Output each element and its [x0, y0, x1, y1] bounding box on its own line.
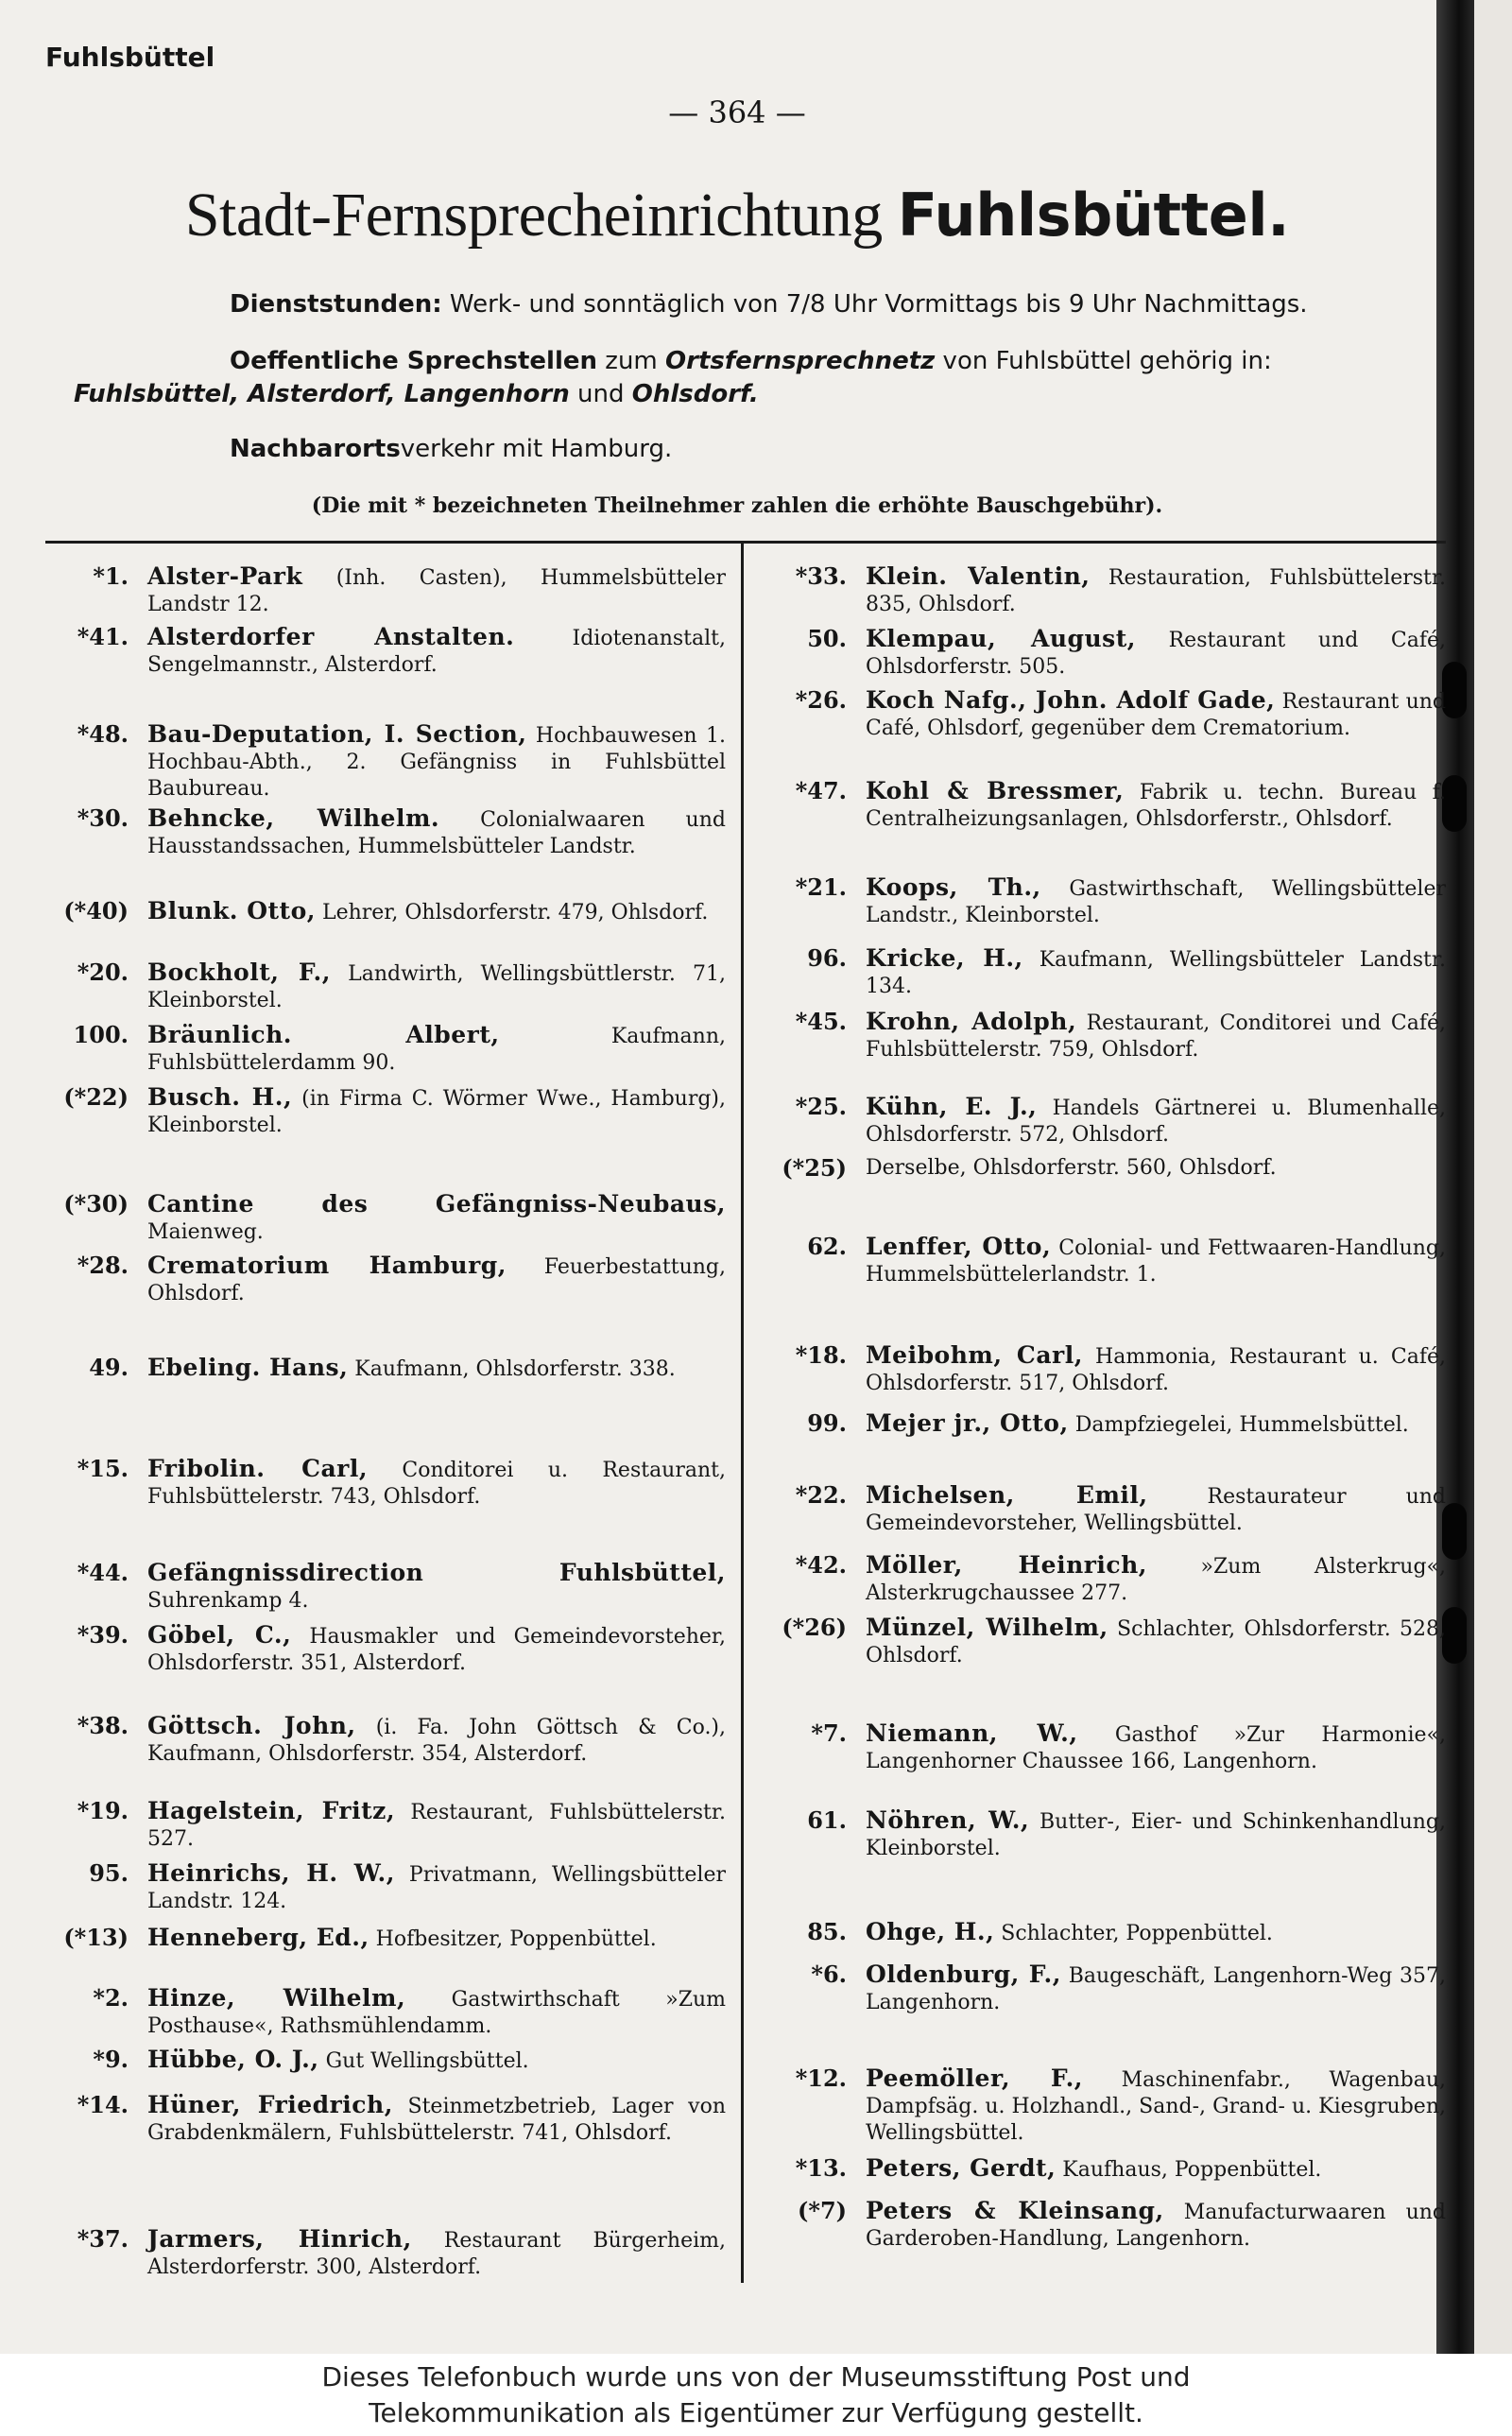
subscriber-details: Landwirth, Wellingsbüttlerstr. 71, Kleinborstel.: [147, 962, 726, 1012]
subscriber-entry: [866, 563, 1446, 618]
subscriber-entry: [147, 624, 726, 679]
subscriber-number: 62.: [807, 1233, 847, 1260]
subscriber-name: Göbel, C.,: [147, 1621, 292, 1649]
subscriber-number: *21.: [795, 873, 847, 901]
subscriber-details: (i. Fa. John Göttsch & Co.), Kaufmann, Ohlsdorferstr. 354, Alsterdorf.: [147, 1716, 727, 1766]
subscriber-entry: [866, 1410, 1446, 1439]
surcharge-note: (Die mit * bezeichneten Theilnehmer zahlen die erhöhte Bauschgebühr).: [311, 493, 1163, 518]
subscriber-entry: [866, 1094, 1446, 1149]
subscriber-details: Gut Wellingsbüttel.: [318, 2049, 529, 2073]
subscriber-entry: [147, 1253, 726, 1307]
subscriber-details: Restauration, Fuhlsbüttelerstr. 835, Ohlsdorf.: [866, 566, 1446, 616]
places-last: Ohlsdorf.: [631, 380, 759, 408]
subscriber-details: (in Firma C. Wörmer Wwe., Hamburg), Kleinborstel.: [147, 1087, 726, 1137]
subscriber-entry: [147, 959, 726, 1014]
subscriber-number: *18.: [795, 1341, 847, 1369]
subscriber-details: Hochbauwesen 1. Hochbau-Abth., 2. Gefängniss in Fuhlsbüttel Baubureau.: [147, 724, 726, 801]
subscriber-entry: [866, 1720, 1446, 1775]
subscriber-number: (*13): [63, 1924, 129, 1951]
subscriber-name: Krohn, Adolph,: [866, 1008, 1077, 1035]
subscriber-number: *12.: [795, 2065, 847, 2092]
subscriber-number: *30.: [77, 804, 129, 832]
title-bold: Fuhlsbüttel.: [897, 181, 1290, 250]
subscriber-details: Derselbe, Ohlsdorferstr. 560, Ohlsdorf.: [866, 1156, 1277, 1180]
subscriber-details: Hofbesitzer, Poppenbüttel.: [369, 1927, 657, 1951]
places-and: und: [569, 380, 632, 408]
subscriber-details: Steinmetzbetrieb, Lager von Grabdenkmälern, Fuhlsbüttelerstr. 741, Ohlsdorf.: [147, 2095, 726, 2145]
subscriber-number: *14.: [77, 2091, 129, 2118]
subscriber-name: Hübbe, O. J.,: [147, 2046, 319, 2073]
subscriber-number: 99.: [807, 1409, 847, 1437]
subscriber-entry: [147, 2226, 726, 2281]
subscriber-name: Blunk. Otto,: [147, 897, 316, 924]
subscriber-name: Möller, Heinrich,: [866, 1551, 1148, 1579]
subscriber-name: Bau-Deputation, I. Section,: [147, 720, 527, 748]
subscriber-number: (*26): [782, 1614, 847, 1641]
subscriber-number: *22.: [795, 1481, 847, 1509]
subscriber-details: Handels Gärtnerei u. Blumenhalle, Ohlsdorferstr. 572, Ohlsdorf.: [866, 1097, 1446, 1147]
subscriber-number: *41.: [77, 623, 129, 650]
subscriber-entry: [866, 778, 1446, 833]
subscriber-details: (Inh. Casten), Hummelsbütteler Landstr 12.: [147, 566, 726, 616]
subscriber-entry: [866, 945, 1446, 1000]
subscriber-details: Kaufmann, Ohlsdorferstr. 338.: [348, 1357, 676, 1381]
subscriber-name: Kühn, E. J.,: [866, 1093, 1038, 1120]
subscriber-entry: [866, 1234, 1446, 1288]
subscriber-number: *33.: [795, 562, 847, 590]
subscriber-entry: [866, 1919, 1446, 1947]
subscriber-entry: [147, 805, 726, 860]
subscriber-name: Cantine des Gefängniss-Neubaus,: [147, 1190, 726, 1218]
subscriber-entry: [866, 626, 1446, 681]
subscriber-details: Kaufmann, Wellingsbütteler Landstr. 134.: [866, 948, 1446, 998]
subscriber-number: *15.: [77, 1455, 129, 1482]
subscriber-number: (*7): [798, 2197, 847, 2224]
subscriber-entry: [147, 1985, 726, 2040]
subscriber-number: *48.: [77, 720, 129, 748]
subscriber-number: (*22): [63, 1083, 129, 1111]
subscriber-number: *38.: [77, 1712, 129, 1739]
footer-line-2: Telekommunikation als Eigentümer zur Verfügung gestellt.: [369, 2397, 1143, 2428]
subscriber-number: 96.: [807, 944, 847, 972]
subscriber-name: Klein. Valentin,: [866, 562, 1091, 590]
subscriber-details: Restaurant, Fuhlsbüttelerstr. 527.: [147, 1801, 726, 1851]
subscriber-number: *19.: [77, 1797, 129, 1824]
subscriber-name: Kohl & Bressmer,: [866, 777, 1125, 804]
subscriber-details: Schlachter, Poppenbüttel.: [994, 1922, 1273, 1945]
subscriber-number: *2.: [93, 1984, 129, 2012]
subscriber-number: (*40): [63, 897, 129, 924]
subscriber-name: Crematorium Hamburg,: [147, 1252, 507, 1279]
subscriber-number: 49.: [89, 1354, 129, 1381]
subscriber-details: Gasthof »Zur Harmonie«, Langenhorner Chaussee 166, Langenhorn.: [866, 1723, 1446, 1773]
subscriber-details: Colonialwaaren und Hausstandssachen, Hummelsbütteler Landstr.: [147, 808, 726, 858]
subscriber-number: *42.: [795, 1551, 847, 1579]
subscriber-details: Butter-, Eier- und Schinkenhandlung, Kleinborstel.: [866, 1810, 1446, 1860]
subscriber-details: Feuerbestattung, Ohlsdorf.: [147, 1255, 726, 1305]
subscriber-entry: [147, 1798, 726, 1853]
subscriber-name: Bockholt, F.,: [147, 959, 331, 986]
subscriber-name: Hüner, Friedrich,: [147, 2091, 393, 2118]
subscriber-name: Meibohm, Carl,: [866, 1341, 1083, 1369]
subscriber-number: *39.: [77, 1621, 129, 1649]
running-head: Fuhlsbüttel: [45, 42, 215, 73]
subscriber-entry: [147, 1622, 726, 1677]
subscriber-number: *1.: [93, 562, 129, 590]
subscriber-entry: [147, 563, 726, 618]
subscriber-entry: [147, 1456, 726, 1511]
subscriber-name: Oldenburg, F.,: [866, 1961, 1061, 1988]
subscriber-name: Hagelstein, Fritz,: [147, 1797, 396, 1824]
subscriber-name: Alster-Park: [147, 562, 303, 590]
subscriber-number: *47.: [795, 777, 847, 804]
page-title: [0, 180, 1474, 251]
subscriber-name: Henneberg, Ed.,: [147, 1924, 369, 1951]
subscriber-details: Restaurant, Conditorei und Café, Fuhlsbüttelerstr. 759, Ohlsdorf.: [866, 1011, 1446, 1062]
subscriber-details: Dampfziegelei, Hummelsbüttel.: [1068, 1413, 1409, 1437]
subscriber-entry: [866, 687, 1446, 742]
subscriber-number: *44.: [77, 1559, 129, 1586]
subscriber-name: Niemann, W.,: [866, 1719, 1078, 1747]
public-italic: Ortsfernsprechnetz: [665, 347, 936, 375]
subscriber-details: Lehrer, Ohlsdorferstr. 479, Ohlsdorf.: [315, 901, 709, 924]
subscriber-details: Restaurant und Café, Ohlsdorferstr. 505.: [866, 629, 1446, 679]
suburb-label: Nachbarorts: [230, 435, 401, 463]
subscriber-details: Colonial- und Fettwaaren-Handlung, Hummelsbüttelerlandstr. 1.: [866, 1236, 1446, 1287]
subscriber-entry: [866, 1155, 1446, 1182]
subscriber-entry: [147, 721, 726, 803]
subscriber-number: (*25): [782, 1154, 847, 1182]
subscriber-name: Mejer jr., Otto,: [866, 1409, 1069, 1437]
subscriber-number: *45.: [795, 1008, 847, 1035]
subscriber-number: (*30): [63, 1190, 129, 1218]
hours-label: Dienststunden:: [230, 290, 442, 319]
subscriber-name: Peters, Gerdt,: [866, 2154, 1057, 2182]
subscriber-name: Behncke, Wilhelm.: [147, 804, 440, 832]
subscriber-name: Michelsen, Emil,: [866, 1481, 1148, 1509]
subscriber-entry: [147, 1022, 726, 1077]
subscriber-number: *7.: [811, 1719, 847, 1747]
subscriber-name: Hinze, Wilhelm,: [147, 1984, 406, 2012]
subscriber-name: Peemöller, F.,: [866, 2065, 1084, 2092]
subscriber-entry: [147, 1860, 726, 1915]
subscriber-details: Conditorei u. Restaurant, Fuhlsbüttelerstr. 743, Ohlsdorf.: [147, 1459, 726, 1509]
subscriber-entry: [866, 1615, 1446, 1669]
subscriber-number: *37.: [77, 2225, 129, 2253]
subscriber-number: *20.: [77, 959, 129, 986]
public-stations: [74, 345, 1435, 377]
subscriber-entry: [866, 1009, 1446, 1063]
subscriber-entry: [147, 1355, 726, 1383]
subscriber-number: 85.: [807, 1918, 847, 1945]
subscriber-details: Privatmann, Wellingsbütteler Landstr. 124.: [147, 1863, 726, 1913]
subscriber-name: Ebeling. Hans,: [147, 1354, 349, 1381]
subscriber-name: Heinrichs, H. W.,: [147, 1859, 395, 1887]
column-divider: [741, 544, 744, 2283]
subscriber-name: Peters & Kleinsang,: [866, 2197, 1164, 2224]
subscriber-details: Idiotenanstalt, Sengelmannstr., Alsterdorf.: [147, 627, 727, 677]
footer-line-1: Dieses Telefonbuch wurde uns von der Museumsstiftung Post und: [321, 2361, 1191, 2393]
subscriber-entry: [866, 1961, 1446, 2016]
subscriber-details: Restaurant und Café, Ohlsdorf, gegenüber dem Crematorium.: [866, 690, 1446, 740]
subscriber-entry: [866, 874, 1446, 929]
subscriber-number: *9.: [93, 2046, 129, 2073]
subscriber-entry: [147, 1191, 726, 1246]
header-rule: [45, 541, 1446, 544]
subscriber-name: Klempau, August,: [866, 625, 1137, 652]
subscriber-name: Busch. H.,: [147, 1083, 293, 1111]
subscriber-number: *13.: [795, 2154, 847, 2182]
subscriber-details: Maienweg.: [147, 1220, 264, 1244]
subscriber-number: 61.: [807, 1806, 847, 1834]
subscriber-number: 50.: [807, 625, 847, 652]
subscriber-name: Münzel, Wilhelm,: [866, 1614, 1108, 1641]
subscriber-entry: [147, 2092, 726, 2147]
subscriber-entry: [866, 2065, 1446, 2147]
subscriber-name: Koch Nafg., John. Adolf Gade,: [866, 686, 1276, 714]
footer-credit: [0, 2354, 1512, 2436]
subscriber-name: Gefängnissdirection Fuhlsbüttel,: [147, 1559, 726, 1586]
subscriber-name: Fribolin. Carl,: [147, 1455, 369, 1482]
subscriber-details: Kaufhaus, Poppenbüttel.: [1056, 2158, 1322, 2182]
subscriber-details: Gastwirthschaft »Zum Posthause«, Rathsmühlendamm.: [147, 1988, 727, 2038]
places-list: Fuhlsbüttel, Alsterdorf, Langenhorn: [74, 380, 570, 408]
suburb-text: verkehr mit Hamburg.: [400, 435, 673, 463]
public-label: Oeffentliche Sprechstellen: [230, 347, 598, 375]
subscriber-entry: [147, 1560, 726, 1615]
page-number: — 364 —: [668, 95, 806, 130]
subscriber-entry: [866, 1482, 1446, 1537]
subscriber-entry: [147, 1925, 726, 1953]
subscriber-entry: [866, 2155, 1446, 2184]
subscriber-name: Koops, Th.,: [866, 873, 1041, 901]
subscriber-name: Nöhren, W.,: [866, 1806, 1030, 1834]
subscriber-entry: [147, 898, 726, 926]
subscriber-entry: [866, 2198, 1446, 2253]
subscriber-details: Manufacturwaaren und Garderoben-Handlung, Langenhorn.: [866, 2201, 1447, 2251]
subscriber-details: Suhrenkamp 4.: [147, 1589, 309, 1613]
subscriber-number: *25.: [795, 1093, 847, 1120]
subscriber-name: Kricke, H.,: [866, 944, 1023, 972]
subscriber-details: Schlachter, Ohlsdorferstr. 528, Ohlsdorf.: [866, 1617, 1446, 1667]
subscriber-entry: [866, 1552, 1446, 1607]
subscriber-details: Restaurateur und Gemeindevorsteher, Wellingsbüttel.: [866, 1485, 1446, 1535]
public-text: zum: [597, 347, 666, 375]
subscriber-number: 95.: [89, 1859, 129, 1887]
subscriber-entry: [866, 1807, 1446, 1862]
subscriber-details: Baugeschäft, Langenhorn-Weg 357, Langenhorn.: [866, 1964, 1446, 2014]
subscriber-entry: [147, 2047, 726, 2075]
subscriber-number: *6.: [811, 1961, 847, 1988]
subscriber-details: Hausmakler und Gemeindevorsteher, Ohlsdorferstr. 351, Alsterdorf.: [147, 1625, 726, 1675]
subscriber-number: *26.: [795, 686, 847, 714]
subscriber-details: Fabrik u. techn. Bureau f. Centralheizungsanlagen, Ohlsdorferstr., Ohlsdorf.: [866, 781, 1446, 831]
subscriber-details: Hammonia, Restaurant u. Café, Ohlsdorferstr. 517, Ohlsdorf.: [866, 1345, 1446, 1395]
subscriber-details: »Zum Alsterkrug«, Alsterkrugchaussee 277.: [866, 1555, 1446, 1605]
subscriber-name: Alsterdorfer Anstalten.: [147, 623, 515, 650]
subscriber-name: Göttsch. John,: [147, 1712, 356, 1739]
subscriber-entry: [147, 1713, 726, 1768]
subscriber-entry: [866, 1342, 1446, 1397]
subscriber-name: Jarmers, Hinrich,: [147, 2225, 412, 2253]
public-text-2: von Fuhlsbüttel gehörig in:: [935, 347, 1272, 375]
subscriber-details: Maschinenfabr., Wagenbau, Dampfsäg. u. Holzhandl., Sand-, Grand- u. Kiesgruben, Wellingsbüttel.: [866, 2068, 1446, 2145]
hours-text: Werk- und sonntäglich von 7/8 Uhr Vormittags bis 9 Uhr Nachmittags.: [441, 290, 1308, 319]
subscriber-entry: [147, 1084, 726, 1139]
suburban-traffic: [74, 433, 1435, 465]
subscriber-name: Bräunlich. Albert,: [147, 1021, 500, 1048]
service-hours: [74, 288, 1435, 320]
title-regular: Stadt-Fernsprecheinrichtung: [184, 181, 898, 250]
public-places: [74, 378, 1435, 410]
subscriber-name: Ohge, H.,: [866, 1918, 995, 1945]
subscriber-details: Restaurant Bürgerheim, Alsterdorferstr. 300, Alsterdorf.: [147, 2229, 726, 2279]
subscriber-details: Kaufmann, Fuhlsbüttelerdamm 90.: [147, 1025, 726, 1075]
subscriber-name: Lenffer, Otto,: [866, 1233, 1052, 1260]
subscriber-details: Gastwirthschaft, Wellingsbütteler Landstr., Kleinborstel.: [866, 877, 1446, 927]
subscriber-number: *28.: [77, 1252, 129, 1279]
subscriber-number: 100.: [73, 1021, 129, 1048]
